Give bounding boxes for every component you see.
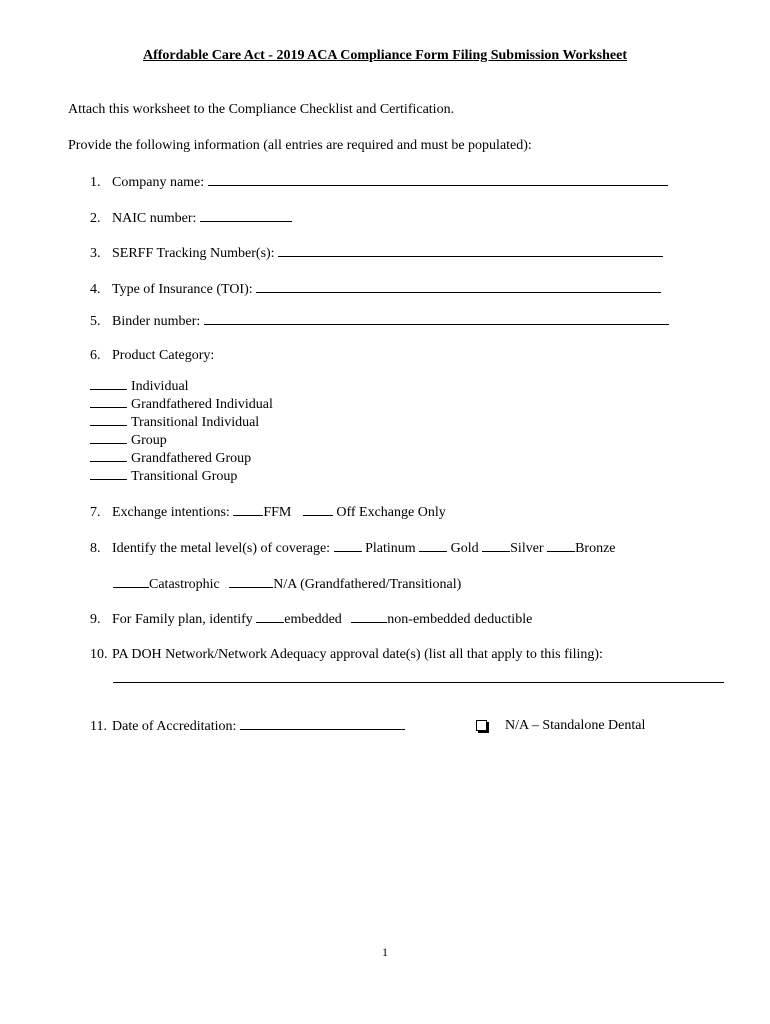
- item-company-name: 1. Company name:: [90, 173, 668, 192]
- item-family-plan: 9. For Family plan, identify embedded non-embedded deductible: [90, 612, 533, 627]
- network-adequacy-dates-field[interactable]: [113, 682, 724, 683]
- checkbox-icon[interactable]: [476, 720, 487, 731]
- product-option-transitional-individual[interactable]: Transitional Individual: [90, 413, 259, 432]
- attach-instruction: Attach this worksheet to the Compliance Checklist and Certification.: [68, 102, 455, 117]
- item-product-category: 6. Product Category:: [90, 348, 215, 363]
- metal-gold-field[interactable]: [419, 539, 447, 552]
- type-of-insurance-field[interactable]: [256, 280, 661, 293]
- metal-platinum-field[interactable]: [334, 539, 362, 552]
- page-number: 1: [382, 945, 388, 959]
- metal-silver-field[interactable]: [482, 539, 510, 552]
- product-option-individual[interactable]: Individual: [90, 377, 189, 396]
- metal-na-field[interactable]: [229, 575, 273, 588]
- page-title: Affordable Care Act - 2019 ACA Compliance Form Filing Submission Worksheet: [142, 48, 628, 63]
- item-serff-tracking: 3. SERFF Tracking Number(s):: [90, 244, 663, 263]
- item-naic-number: 2. NAIC number:: [90, 209, 292, 228]
- serff-tracking-field[interactable]: [278, 244, 663, 257]
- product-option-grandfathered-group[interactable]: Grandfathered Group: [90, 449, 251, 468]
- product-option-group[interactable]: Group: [90, 431, 167, 450]
- accreditation-date-field[interactable]: [240, 717, 405, 730]
- naic-number-field[interactable]: [200, 209, 292, 222]
- binder-number-field[interactable]: [204, 312, 669, 325]
- exchange-ffm-field[interactable]: [233, 503, 263, 516]
- metal-bronze-field[interactable]: [547, 539, 575, 552]
- metal-catastrophic-field[interactable]: [113, 575, 149, 588]
- item-exchange-intentions: 7. Exchange intentions: FFM Off Exchange Only: [90, 505, 446, 520]
- family-nonembedded-field[interactable]: [351, 610, 387, 623]
- company-name-field[interactable]: [208, 173, 668, 186]
- item-type-of-insurance: 4. Type of Insurance (TOI):: [90, 280, 661, 299]
- item-network-adequacy: 10. PA DOH Network/Network Adequacy approval date(s) (list all that apply to this filing):: [90, 647, 603, 662]
- provide-instruction: Provide the following information (all entries are required and must be populated):: [68, 138, 532, 153]
- family-embedded-field[interactable]: [256, 610, 284, 623]
- item-binder-number: 5. Binder number:: [90, 312, 669, 331]
- exchange-off-only-field[interactable]: [303, 503, 333, 516]
- item-metal-level: 8. Identify the metal level(s) of coverage: Platinum Gold Silver Bronze: [90, 541, 616, 556]
- na-standalone-dental-option[interactable]: N/A – Standalone Dental: [476, 717, 645, 735]
- item-metal-level-continued: Catastrophic N/A (Grandfathered/Transitional): [113, 575, 461, 594]
- product-option-grandfathered-individual[interactable]: Grandfathered Individual: [90, 395, 273, 414]
- item-date-of-accreditation: 11. Date of Accreditation:: [90, 717, 405, 736]
- product-option-transitional-group[interactable]: Transitional Group: [90, 467, 237, 486]
